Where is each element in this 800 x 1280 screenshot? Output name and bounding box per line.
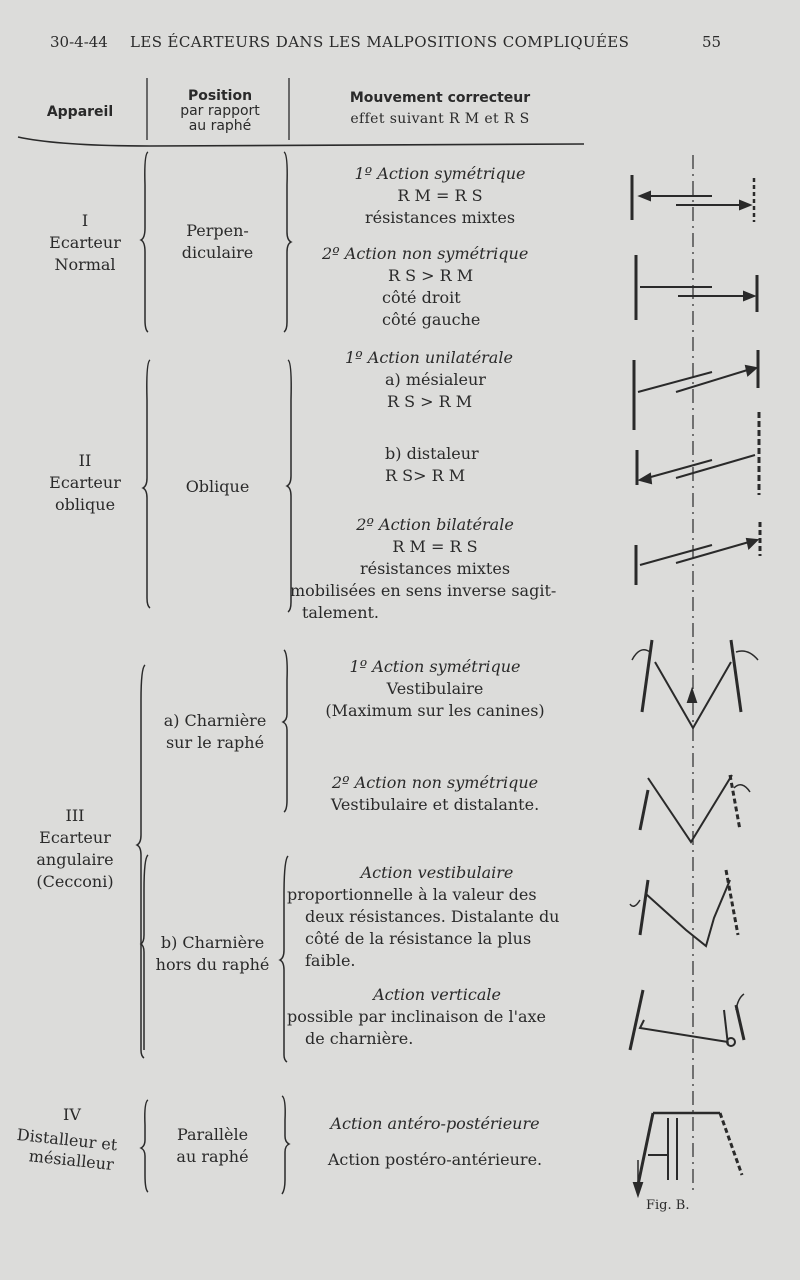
col-position-l2: par rapport [180, 103, 260, 119]
page-number: 55 [702, 33, 722, 51]
row2-c-l2: résistances mixtes [359, 559, 511, 578]
row2-c-l3: mobilisées en sens inverse sagit- [290, 581, 557, 600]
brace-row3b-right [280, 856, 288, 1062]
row2-a-l1: a) mésialeur [385, 370, 486, 389]
row3-b-title: 2º Action non symétrique [331, 773, 539, 792]
row4-num: IV [63, 1105, 81, 1124]
figure-caption: Fig. B. [646, 1198, 690, 1213]
row3-d-l1: possible par inclinaison de l'axe [287, 1007, 546, 1026]
row3-pos-a-l2: sur le raphé [165, 733, 265, 752]
brace-row4-right [282, 1096, 289, 1194]
row2-num: II [78, 451, 92, 470]
row1-b-l1: R S > R M [388, 266, 474, 285]
row3-d-l2: de charnière. [305, 1029, 414, 1048]
row2-a-l2: R S > R M [387, 392, 473, 411]
row2-c-l1: R M = R S [392, 537, 478, 556]
row3-c-l2: deux résistances. Distalante du [305, 907, 560, 926]
row4-name-l2: mésialleur [27, 1146, 115, 1175]
row3-a-title: 1º Action symétrique [349, 657, 521, 676]
row3-c-title: Action vestibulaire [360, 863, 514, 882]
row2-c-title: 2º Action bilatérale [356, 515, 514, 534]
row3-name-l1: Ecarteur [39, 828, 111, 847]
row3-a-l2: (Maximum sur les canines) [325, 701, 545, 720]
fig-angular-vestibular [630, 870, 738, 946]
figure-diagrams [630, 175, 760, 1195]
row1-b-title: 2º Action non symétrique [322, 244, 529, 263]
row3-a-l1: Vestibulaire [386, 679, 484, 698]
brace-row4-left [141, 1100, 148, 1192]
header-date: 30-4-44 [50, 33, 108, 51]
header-rule [18, 137, 584, 146]
brace-row2-left [143, 360, 150, 608]
fig-angular-nonsymmetric [640, 775, 750, 842]
fig-normal-nonsymmetric [636, 255, 757, 320]
row1-name-l1: Ecarteur [49, 233, 121, 252]
brace-row2-right [287, 360, 291, 612]
col-position-l3: au raphé [188, 118, 252, 134]
row1-a-l2: résistances mixtes [364, 208, 516, 227]
row2-b-l1: b) distaleur [385, 444, 479, 463]
col-mouvement-l2: effet suivant R M et R S [350, 111, 530, 127]
row3-c-l1: proportionnelle à la valeur des [287, 885, 537, 904]
row1-b-l2: côté droit [382, 288, 461, 307]
row1-pos-l1: Perpen- [186, 221, 249, 240]
row3-pos-b-l1: b) Charnière [160, 933, 265, 952]
row1-a-l1: R M = R S [397, 186, 483, 205]
brace-row3b-left [141, 855, 148, 1050]
row2-position: Oblique [185, 477, 250, 496]
fig-angular-symmetric [632, 640, 758, 728]
header-title: LES ÉCARTEURS DANS LES MALPOSITIONS COMPLIQUÉES [130, 33, 630, 51]
fig-angular-vertical [630, 990, 744, 1050]
row4-a-title: Action antéro-postérieure [330, 1114, 540, 1133]
row2-name-l1: Ecarteur [49, 473, 121, 492]
row3-name-l2: angulaire [36, 850, 114, 869]
row3-name-l3: (Cecconi) [36, 872, 114, 891]
row3-c-l3: côté de la résistance la plus [305, 929, 532, 948]
brace-row1-left [141, 152, 148, 332]
row1-name-l2: Normal [54, 255, 116, 274]
row4-a-l1: Action postéro-antérieure. [327, 1150, 543, 1169]
row1-pos-l2: diculaire [181, 243, 254, 262]
row1-a-title: 1º Action symétrique [354, 164, 526, 183]
brace-row1-right [284, 152, 291, 332]
row3-d-title: Action verticale [373, 985, 501, 1004]
row4-name-l1: Distalleur et [16, 1125, 119, 1155]
row2-c-l4: talement. [302, 603, 380, 622]
row1-b-l3: côté gauche [382, 310, 481, 329]
row3-num: III [65, 806, 85, 825]
row3-pos-a-l1: a) Charnière [163, 711, 267, 730]
row3-b-l1: Vestibulaire et distalante. [330, 795, 540, 814]
col-appareil-header: Appareil [46, 104, 114, 120]
braces [137, 152, 291, 1194]
row2-a-title: 1º Action unilatérale [345, 348, 513, 367]
row4-pos-l2: au raphé [176, 1147, 249, 1166]
row4-pos-l1: Parallèle [176, 1125, 249, 1144]
fig-oblique-mesial [634, 350, 758, 430]
brace-row3a-right [283, 650, 287, 812]
row2-b-l2: R S> R M [385, 466, 466, 485]
col-mouvement-l1: Mouvement correcteur [349, 90, 531, 106]
col-position-l1: Position [187, 88, 253, 104]
fig-oblique-distal [637, 412, 759, 495]
row2-name-l2: oblique [54, 495, 116, 514]
row3-c-l4: faible. [305, 951, 356, 970]
row3-pos-b-l2: hors du raphé [155, 955, 270, 974]
fig-distal-mesial [634, 1113, 742, 1195]
fig-oblique-bilateral [636, 522, 760, 585]
row1-num: I [81, 211, 89, 230]
